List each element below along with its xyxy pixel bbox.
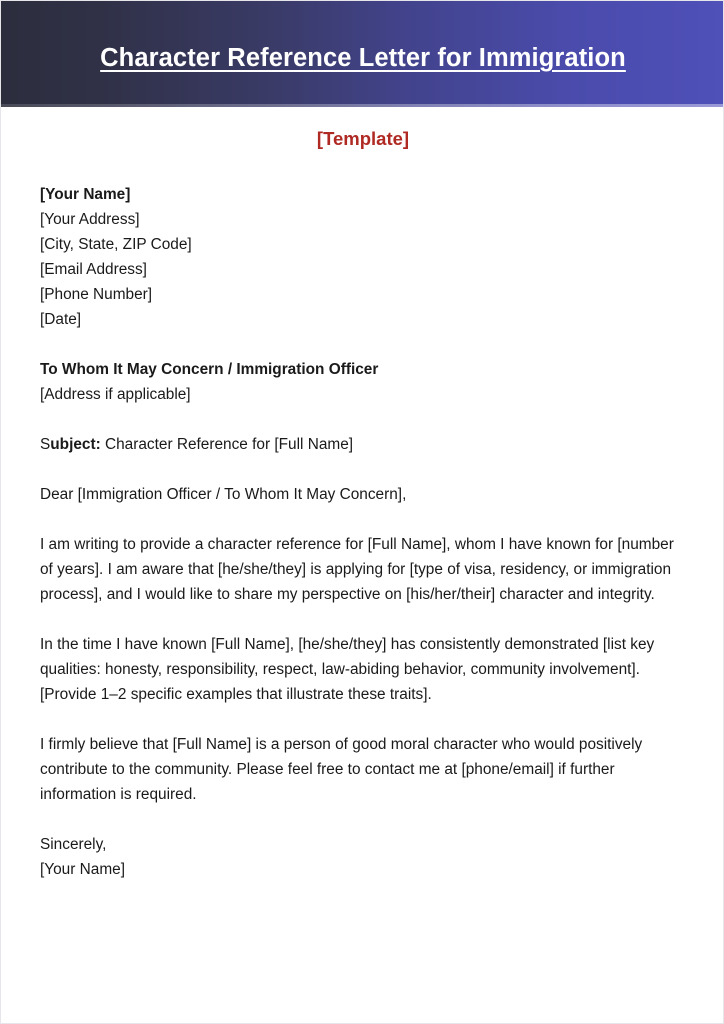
body-paragraph: I firmly believe that [Full Name] is a person of good moral character who would positively contribute to the community. Please feel free to contact me at [phone/email] if further information is required. xyxy=(40,736,643,803)
page-title: Character Reference Letter for Immigration xyxy=(100,44,626,72)
recipient-address: [Address if applicable] xyxy=(40,386,191,403)
sender-address: [Your Address] xyxy=(40,211,140,228)
sender-email: [Email Address] xyxy=(40,261,147,278)
subject-label-initial: S xyxy=(40,436,51,453)
signature-name: [Your Name] xyxy=(40,861,125,878)
sender-city-state-zip: [City, State, ZIP Code] xyxy=(40,236,192,253)
subject-block xyxy=(40,432,683,457)
subject-value: Character Reference for [Full Name] xyxy=(100,436,354,453)
template-tag: [Template] xyxy=(316,128,410,149)
recipient-addressee: To Whom It May Concern / Immigration Officer xyxy=(40,361,379,378)
body-paragraph: I am writing to provide a character reference for [Full Name], whom I have known for [number of years]. I am aware that [he/she/they] is applying for [type of visa, residency, or immigration process], and I would like to share my perspective on [his/her/their] character and integrity. xyxy=(40,536,674,603)
subject-label-rest: ubject: xyxy=(50,436,101,453)
letter-sheet xyxy=(1,107,724,1024)
valediction: Sincerely, xyxy=(40,836,107,853)
sender-block xyxy=(40,182,683,332)
document-header-band xyxy=(1,1,724,107)
sender-date: [Date] xyxy=(40,311,82,328)
subject-line xyxy=(40,432,683,457)
recipient-block xyxy=(40,357,683,407)
closing-block xyxy=(40,832,683,882)
letter-body xyxy=(1,182,724,882)
salutation-block xyxy=(40,482,683,507)
salutation: Dear [Immigration Officer / To Whom It May Concern], xyxy=(40,486,407,503)
body-paragraph: In the time I have known [Full Name], [he/she/they] has consistently demonstrated [list key qualities: honesty, responsibility, respect, law-abiding behavior, community involvement]. [Provide 1–2 specific examples that illustrate these traits]. xyxy=(40,636,655,703)
sender-name: [Your Name] xyxy=(40,186,131,203)
sender-phone: [Phone Number] xyxy=(40,286,153,303)
